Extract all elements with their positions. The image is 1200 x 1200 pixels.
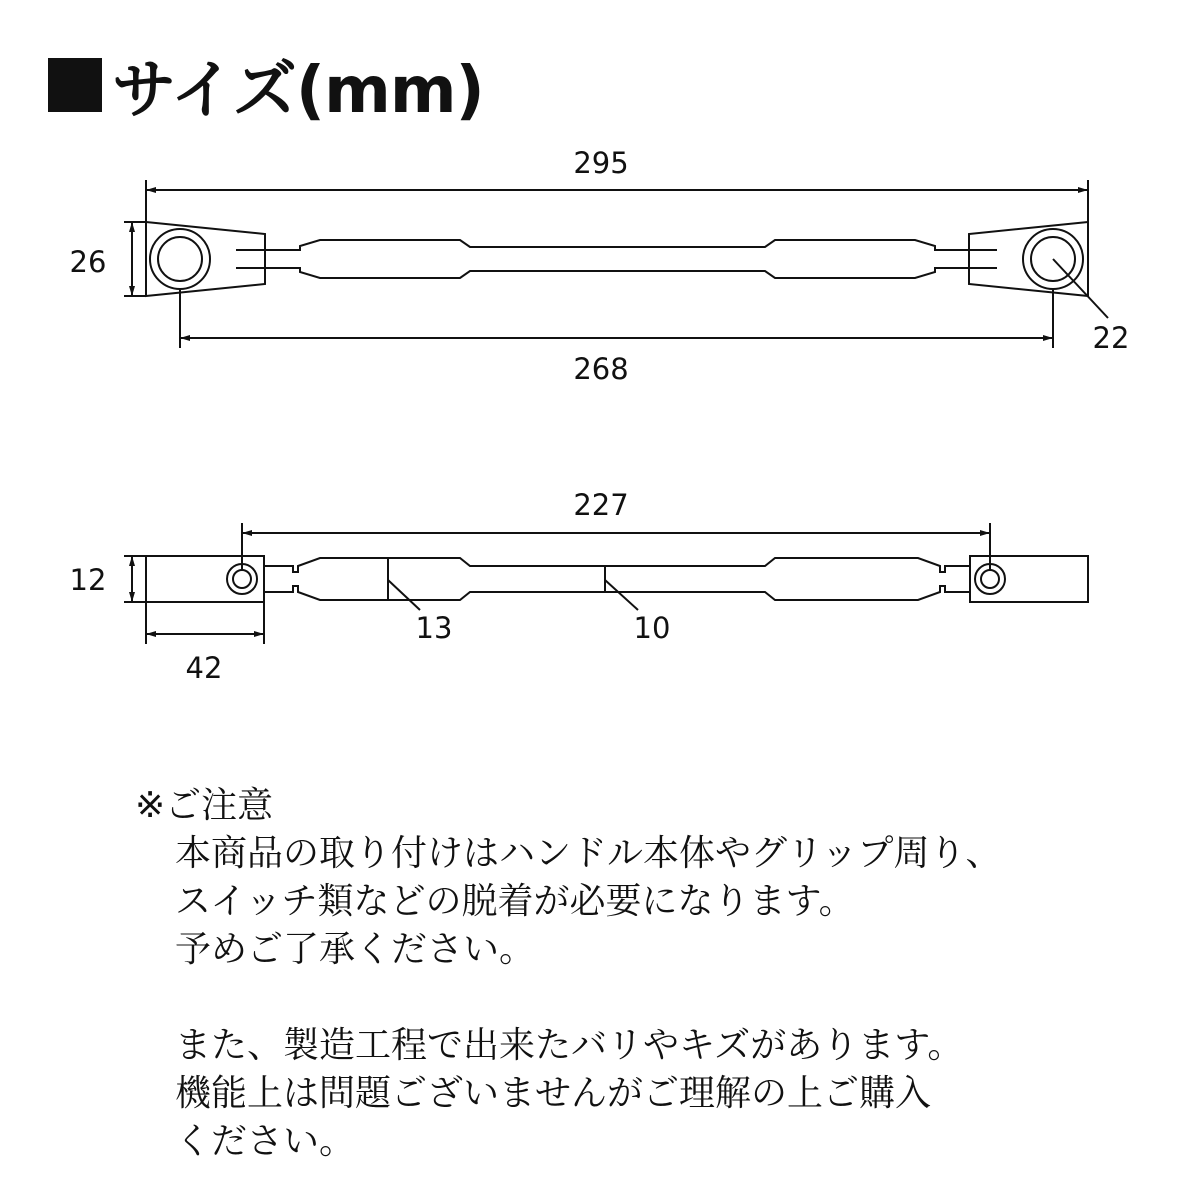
note-line: また、製造工程で出来たバリやキズがあります。: [175, 1025, 964, 1066]
side-view-bar: [146, 556, 1088, 602]
dim-bar-diameter: 22: [1092, 321, 1130, 355]
dim-center-span: 268: [573, 352, 629, 386]
dim-thickness: 12: [69, 563, 107, 597]
note-line: 本商品の取り付けはハンドル本体やグリップ周り、: [175, 833, 1002, 874]
top-view-bar: [146, 222, 1088, 296]
caution-heading: ※ご注意: [135, 785, 274, 826]
dim-clamp-height: 26: [69, 245, 107, 279]
note-line: 機能上は問題ございませんがご理解の上ご購入: [175, 1073, 932, 1114]
dim-clamp-length: 42: [185, 651, 223, 685]
note-line: ください。: [175, 1121, 356, 1162]
caution-paragraph-1: [135, 830, 1155, 1166]
dim-rod-end-dia: 13: [415, 611, 453, 645]
title-text: サイズ(mm): [112, 54, 484, 128]
caution-note: [135, 782, 1155, 1166]
note-line: スイッチ類などの脱着が必要になります。: [175, 881, 855, 922]
dim-bolt-span: 227: [573, 488, 629, 522]
dim-rod-center-dia: 10: [633, 611, 671, 645]
note-line: 予めご了承ください。: [175, 929, 536, 970]
dim-overall-length: 295: [573, 146, 629, 180]
